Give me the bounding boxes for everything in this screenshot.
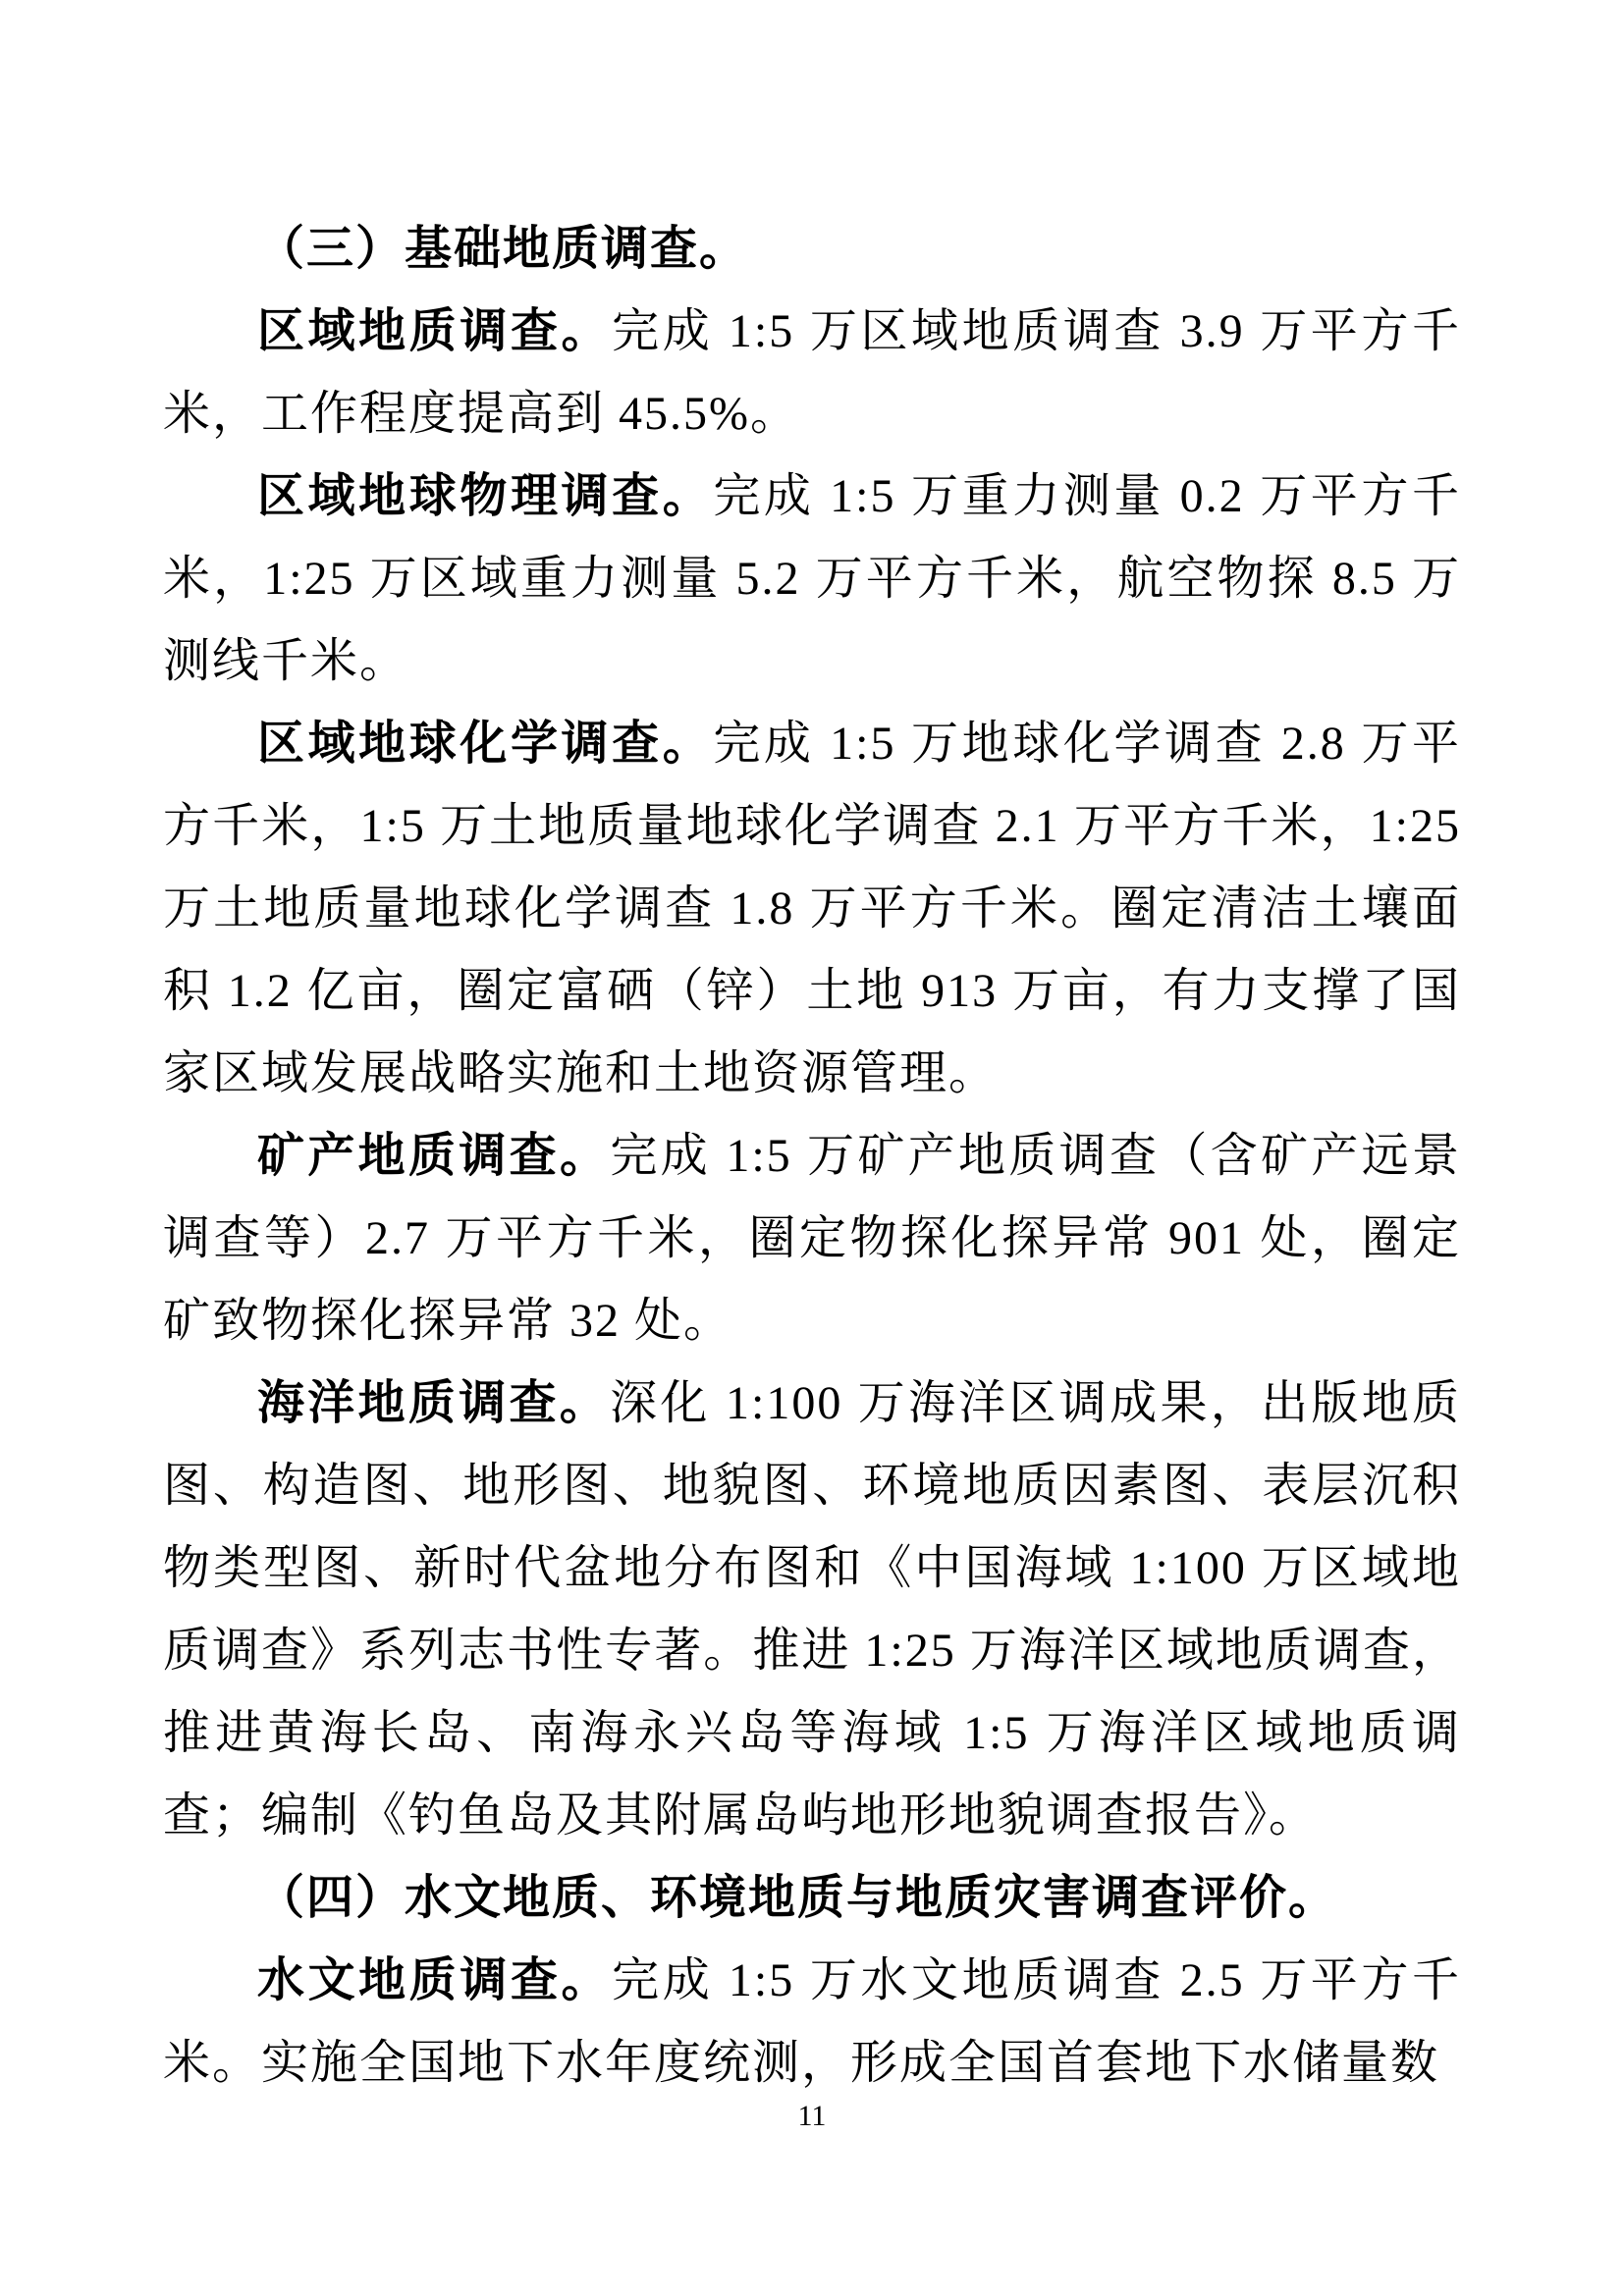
paragraph-body-regional-geology: 完成 1:5 万区域地质调查 3.9 万平方千米，工作程度提高到 45.5%。 [163,305,1461,440]
paragraph-body-mineral-geology: 完成 1:5 万矿产地质调查（含矿产远景调查等）2.7 万平方千米，圈定物探化探异常 901 处，圈定矿致物探化探异常 32 处。 [163,1130,1461,1347]
paragraph-marine-geology [163,1362,1461,1857]
paragraph-body-regional-geophysics: 完成 1:5 万重力测量 0.2 万平方千米，1:25 万区域重力测量 5.2 万平方千米，航空物探 8.5 万测线千米。 [163,470,1461,687]
paragraph-body-marine-geology: 深化 1:100 万海洋区调成果，出版地质图、构造图、地形图、地貌图、环境地质因素图、表层沉积物类型图、新时代盆地分布图和《中国海域 1:100 万区域地质调查》系列志书性专著。推进 1:25 万海洋区域地质调查，推进黄海长岛、南海永兴岛等海域 1:5 万海洋区域地质调查；编制《钓鱼岛及其附属岛屿地形地貌调查报告》。 [163,1377,1461,1842]
paragraph-regional-geophysics [163,455,1461,703]
paragraph-lead-regional-geochemistry: 区域地球化学调查。 [257,718,714,770]
paragraph-mineral-geology [163,1115,1461,1362]
paragraph-lead-mineral-geology: 矿产地质调查。 [257,1130,611,1182]
document-content [163,208,1461,2105]
paragraph-body-regional-geochemistry: 完成 1:5 万地球化学调查 2.8 万平方千米，1:5 万土地质量地球化学调查 2.1 万平方千米，1:25 万土地质量地球化学调查 1.8 万平方千米。圈定清洁土壤面积 1.2 亿亩，圈定富硒（锌）土地 913 万亩，有力支撑了国家区域发展战略实施和土地资源管理。 [163,718,1461,1099]
page-number: 11 [797,2100,827,2132]
paragraph-lead-regional-geophysics: 区域地球物理调查。 [257,470,714,522]
paragraph-hydrogeology [163,1940,1461,2105]
section-heading-basic-geological-survey: （三）基础地质调查。 [257,223,749,275]
paragraph-lead-hydrogeology: 水文地质调查。 [257,1954,613,2006]
paragraph-regional-geochemistry [163,703,1461,1115]
paragraph-body-hydrogeology: 完成 1:5 万水文地质调查 2.5 万平方千米。实施全国地下水年度统测，形成全国首套地下水储量数 [163,1954,1461,2089]
section-heading-hydrogeology-environment-disaster: （四）水文地质、环境地质与地质灾害调查评价。 [257,1872,1338,1924]
paragraph-lead-marine-geology: 海洋地质调查。 [257,1377,611,1429]
paragraph-lead-regional-geology: 区域地质调查。 [257,305,613,357]
paragraph-regional-geology [163,291,1461,455]
